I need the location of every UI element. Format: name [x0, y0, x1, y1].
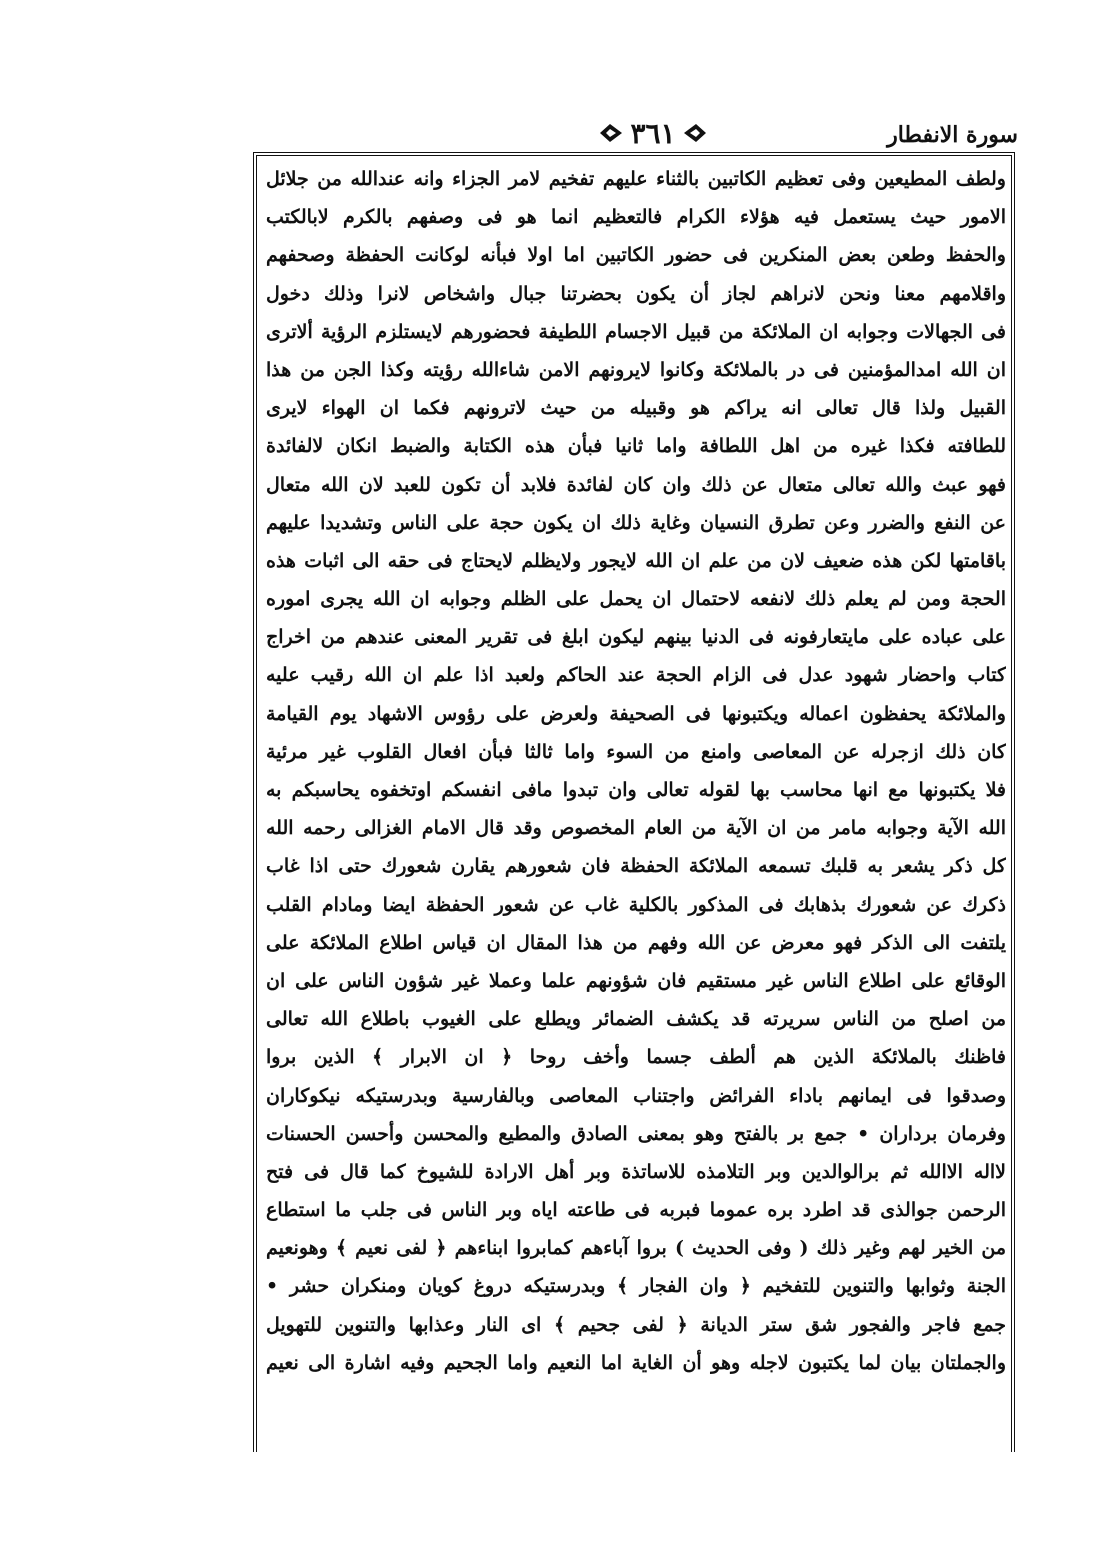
text-line: الحجة ومن لم يعلم ذلك لانفعه لاحتمال ان يحمل على الظلم وجوابه ان الله يجرى اموره — [266, 588, 1006, 611]
text-line: الجنة وثوابها والتنوين للتفخيم ﴿ وان الفجار ﴾ وبدرستيكه دروغ كويان ومنكران حشر • — [266, 1275, 1006, 1298]
text-line: والملائكة يحفظون اعماله ويكتبونها فى الصحيفة ولعرض على رؤوس الاشهاد يوم القيامة — [266, 702, 1006, 725]
text-line: الله الآية وجوابه مامر من ان الآية من العام المخصوص وقد قال الامام الغزالى رحمه الله — [266, 817, 1006, 840]
text-line: وفرمان برداران • جمع بر بالفتح وهو بمعنى الصادق والمطيع والمحسن وأحسن الحسنات — [266, 1122, 1006, 1145]
text-line: ولطف المطيعين وفى تعظيم الكاتبين بالثناء عليهم تفخيم لامر الجزاء وانه عندالله من جلائل — [266, 168, 1006, 190]
text-line: ان الله امدالمؤمنين فى در بالملائكة وكانوا لايرونهم الامن شاءالله رؤيته وكذا الجن من هذا — [266, 358, 1006, 381]
page-header — [248, 112, 1018, 152]
text-line: فى الجهالات وجوابه ان الملائكة من قبيل الاجسام اللطيفة فحضورهم لايستلزم الرؤية ألاترى — [266, 320, 1006, 343]
text-line: كل ذكر يشعر به قلبك تسمعه الملائكة الحفظة فان شعورهم يقارن شعورك حتى اذا غاب — [266, 855, 1006, 878]
text-line: يلتفت الى الذكر فهو معرض عن الله وفهم من هذا المقال ان قياس اطلاع الملائكة على — [266, 931, 1006, 954]
ornament-left-icon — [598, 122, 624, 144]
page-number: ٣٦١ — [630, 116, 676, 150]
text-line: كان ذلك ازجرله عن المعاصى وامنع من السوء واما ثالثا فبأن افعال القلوب غير مرئية — [266, 740, 1006, 763]
text-line: القبيل ولذا قال تعالى انه يراكم هو وقبيله من حيث لاترونهم فكما ان الهواء لايرى — [266, 397, 1006, 420]
text-line: من الخير لهم وغير ذلك ( وفى الحديث ) بروا آباءهم كمابروا ابناءهم ﴿ لفى نعيم ﴾ وهونعيم — [266, 1237, 1006, 1260]
text-line: واقلامهم معنا ونحن لانراهم لجاز أن يكون بحضرتنا جبال واشخاص لانرا وذلك دخول — [266, 282, 1006, 305]
text-line: جمع فاجر والفجور شق ستر الديانة ﴿ لفى جحيم ﴾ اى النار وعذابها والتنوين للتهويل — [266, 1313, 1006, 1336]
text-body — [266, 160, 1006, 1382]
text-line: للطافته فكذا غيره من اهل اللطافة واما ثانيا فبأن هذه الكتابة والضبط انكان لالفائدة — [266, 435, 1006, 458]
ornament-right-icon — [682, 122, 708, 144]
text-line: وصدقوا فى ايمانهم باداء الفرائض واجتناب المعاصى وبالفارسية وبدرستيكه نيكوكاران — [266, 1084, 1006, 1107]
text-line: من اصلح من الناس سريرته قد يكشف الضمائر ويطلع على الغيوب باطلاع الله تعالى — [266, 1008, 1006, 1031]
text-line: فاظنك بالملائكة الذين هم ألطف جسما وأخف روحا ﴿ ان الابرار ﴾ الذين بروا — [266, 1046, 1006, 1069]
text-line: الوقائع على اطلاع الناس غير مستقيم فان شؤونهم علما وعملا غير شؤون الناس على ان — [266, 969, 1006, 992]
text-line: كتاب واحضار شهود عدل فى الزام الحجة عند الحاكم ولعبد اذا علم ان الله رقيب عليه — [266, 664, 1006, 687]
page-number-group — [588, 116, 718, 150]
text-line: على عباده على مايتعارفونه فى الدنيا بينهم ليكون ابلغ فى تقرير المعنى عندهم من اخراج — [266, 626, 1006, 649]
text-line: فهو عبث والله تعالى متعال عن ذلك وان كان لفائدة فلابد أن تكون للعبد لان الله متعال — [266, 473, 1006, 496]
text-line: ذكرك عن شعورك بذهابك فى المذكور بالكلية غاب عن شعور الحفظة ايضا ومادام القلب — [266, 893, 1006, 916]
text-line: عن النفع والضرر وعن تطرق النسيان وغاية ذلك ان يكون حجة على الناس وتشديدا عليهم — [266, 511, 1006, 534]
text-line: والحفظ وطعن بعض المنكرين فى حضور الكاتبين اما اولا فبأنه لوكانت الحفظة وصحفهم — [266, 244, 1006, 267]
text-line: لااله الاالله ثم برالوالدين وبر التلامذه للاساتذة وبر أهل الارادة للشيوخ كما قال فى فتح — [266, 1160, 1006, 1183]
text-line: باقامتها لكن هذه ضعيف لان من علم ان الله لايجور ولايظلم لايحتاج فى حقه الى اثبات هذه — [266, 549, 1006, 572]
text-line: الرحمن جوالذى قد اطرد بره عموما فبربه فى طاعته اياه وبر الناس فى جلب ما استطاع — [266, 1199, 1006, 1222]
text-line: فلا يكتبونها مع انها محاسب بها لقوله تعالى وان تبدوا مافى انفسكم اوتخفوه يحاسبكم به — [266, 779, 1006, 801]
text-line: الامور حيث يستعمل فيه هؤلاء الكرام فالتعظيم انما هو فى وصفهم بالكرم لابالكتب — [266, 206, 1006, 229]
text-line: والجملتان بيان لما يكتبون لاجله وهو أن الغاية اما النعيم واما الجحيم وفيه اشارة الى نعيم — [266, 1351, 1006, 1374]
surah-title: سورة الانفطار — [887, 122, 1018, 148]
